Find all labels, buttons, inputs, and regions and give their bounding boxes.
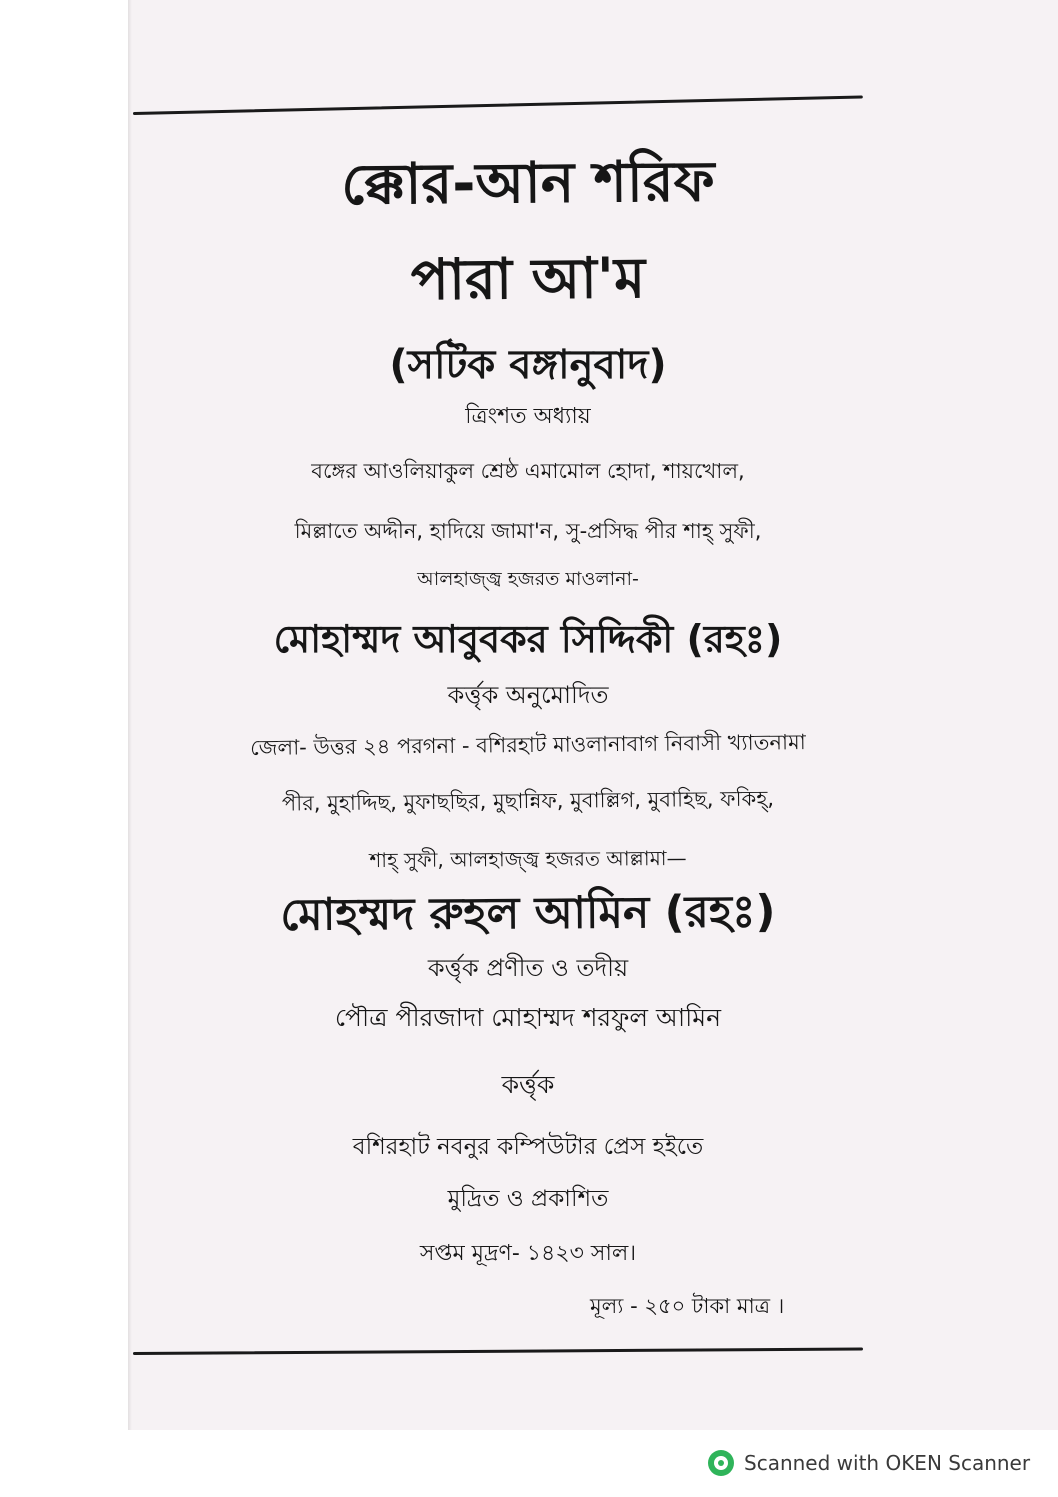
by-label: কর্ত্তৃক [501, 1070, 555, 1099]
description-line-4: জেলা- উত্তর ২৪ পরগনা - বশিরহাট মাওলানাবাগ নিবাসী খ্যাতনামা [250, 730, 806, 760]
description-line-6: শাহ্ সুফী, আলহাজ্জ্ব হজরত আল্লামা— [369, 845, 687, 873]
approver-name: মোহাম্মদ আবুবকর সিদ্দিকী (রহঃ) [273, 617, 783, 661]
description-line-2: মিল্লাতে অদ্দীন, হাদিয়ে জামা'ন, সু-প্রসিদ্ধ পীর শাহ্ সুফী, [294, 519, 762, 543]
grandson-line: পৌত্র পীরজাদা মোহাম্মদ শরফুল আমিন [334, 1003, 722, 1032]
chapter-label: ত্রিংশত অধ্যায় [465, 404, 591, 429]
approved-by-label: কর্ত্তৃক অনুমোদিত [447, 681, 609, 709]
scanner-watermark-text: Scanned with OKEN Scanner [744, 1451, 1031, 1475]
book-title: ক্কোর-আন শরিফ [341, 149, 715, 218]
description-line-1: বঙ্গের আওলিয়াকুল শ্রেষ্ঠ এমামোল হোদা, শায়খোল, [311, 459, 745, 483]
description-line-3: আলহাজ্জ্ব হজরত মাওলানা- [417, 568, 639, 590]
printed-published-label: মুদ্রিত ও প্রকাশিত [447, 1186, 609, 1212]
authored-by-label: কর্ত্তৃক প্রণীত ও তদীয় [427, 954, 629, 982]
para-name: পারা আ'ম [410, 245, 646, 314]
description-line-5: পীর, মুহাদ্দিছ, মুফাছছির, মুছান্নিফ, মুবাল্লিগ, মুবাহিছ, ফকিহ্, [281, 786, 775, 816]
scanner-watermark [708, 1446, 1030, 1480]
price-line: মূল্য - ২৫০ টাকা মাত্র । [590, 1294, 785, 1318]
subtitle: (সটিক বঙ্গানুবাদ) [389, 342, 667, 388]
edition-line: সপ্তম মূদ্রণ- ১৪২৩ সাল। [419, 1241, 637, 1266]
page-edge-shadow [128, 0, 132, 1430]
author-name: মোহম্মদ রুহল আমিন (রহঃ) [280, 886, 776, 941]
press-line: বশিরহাট নবনুর কম্পিউটার প্রেস হইতে [352, 1134, 704, 1160]
oken-scanner-logo-icon [708, 1450, 734, 1476]
